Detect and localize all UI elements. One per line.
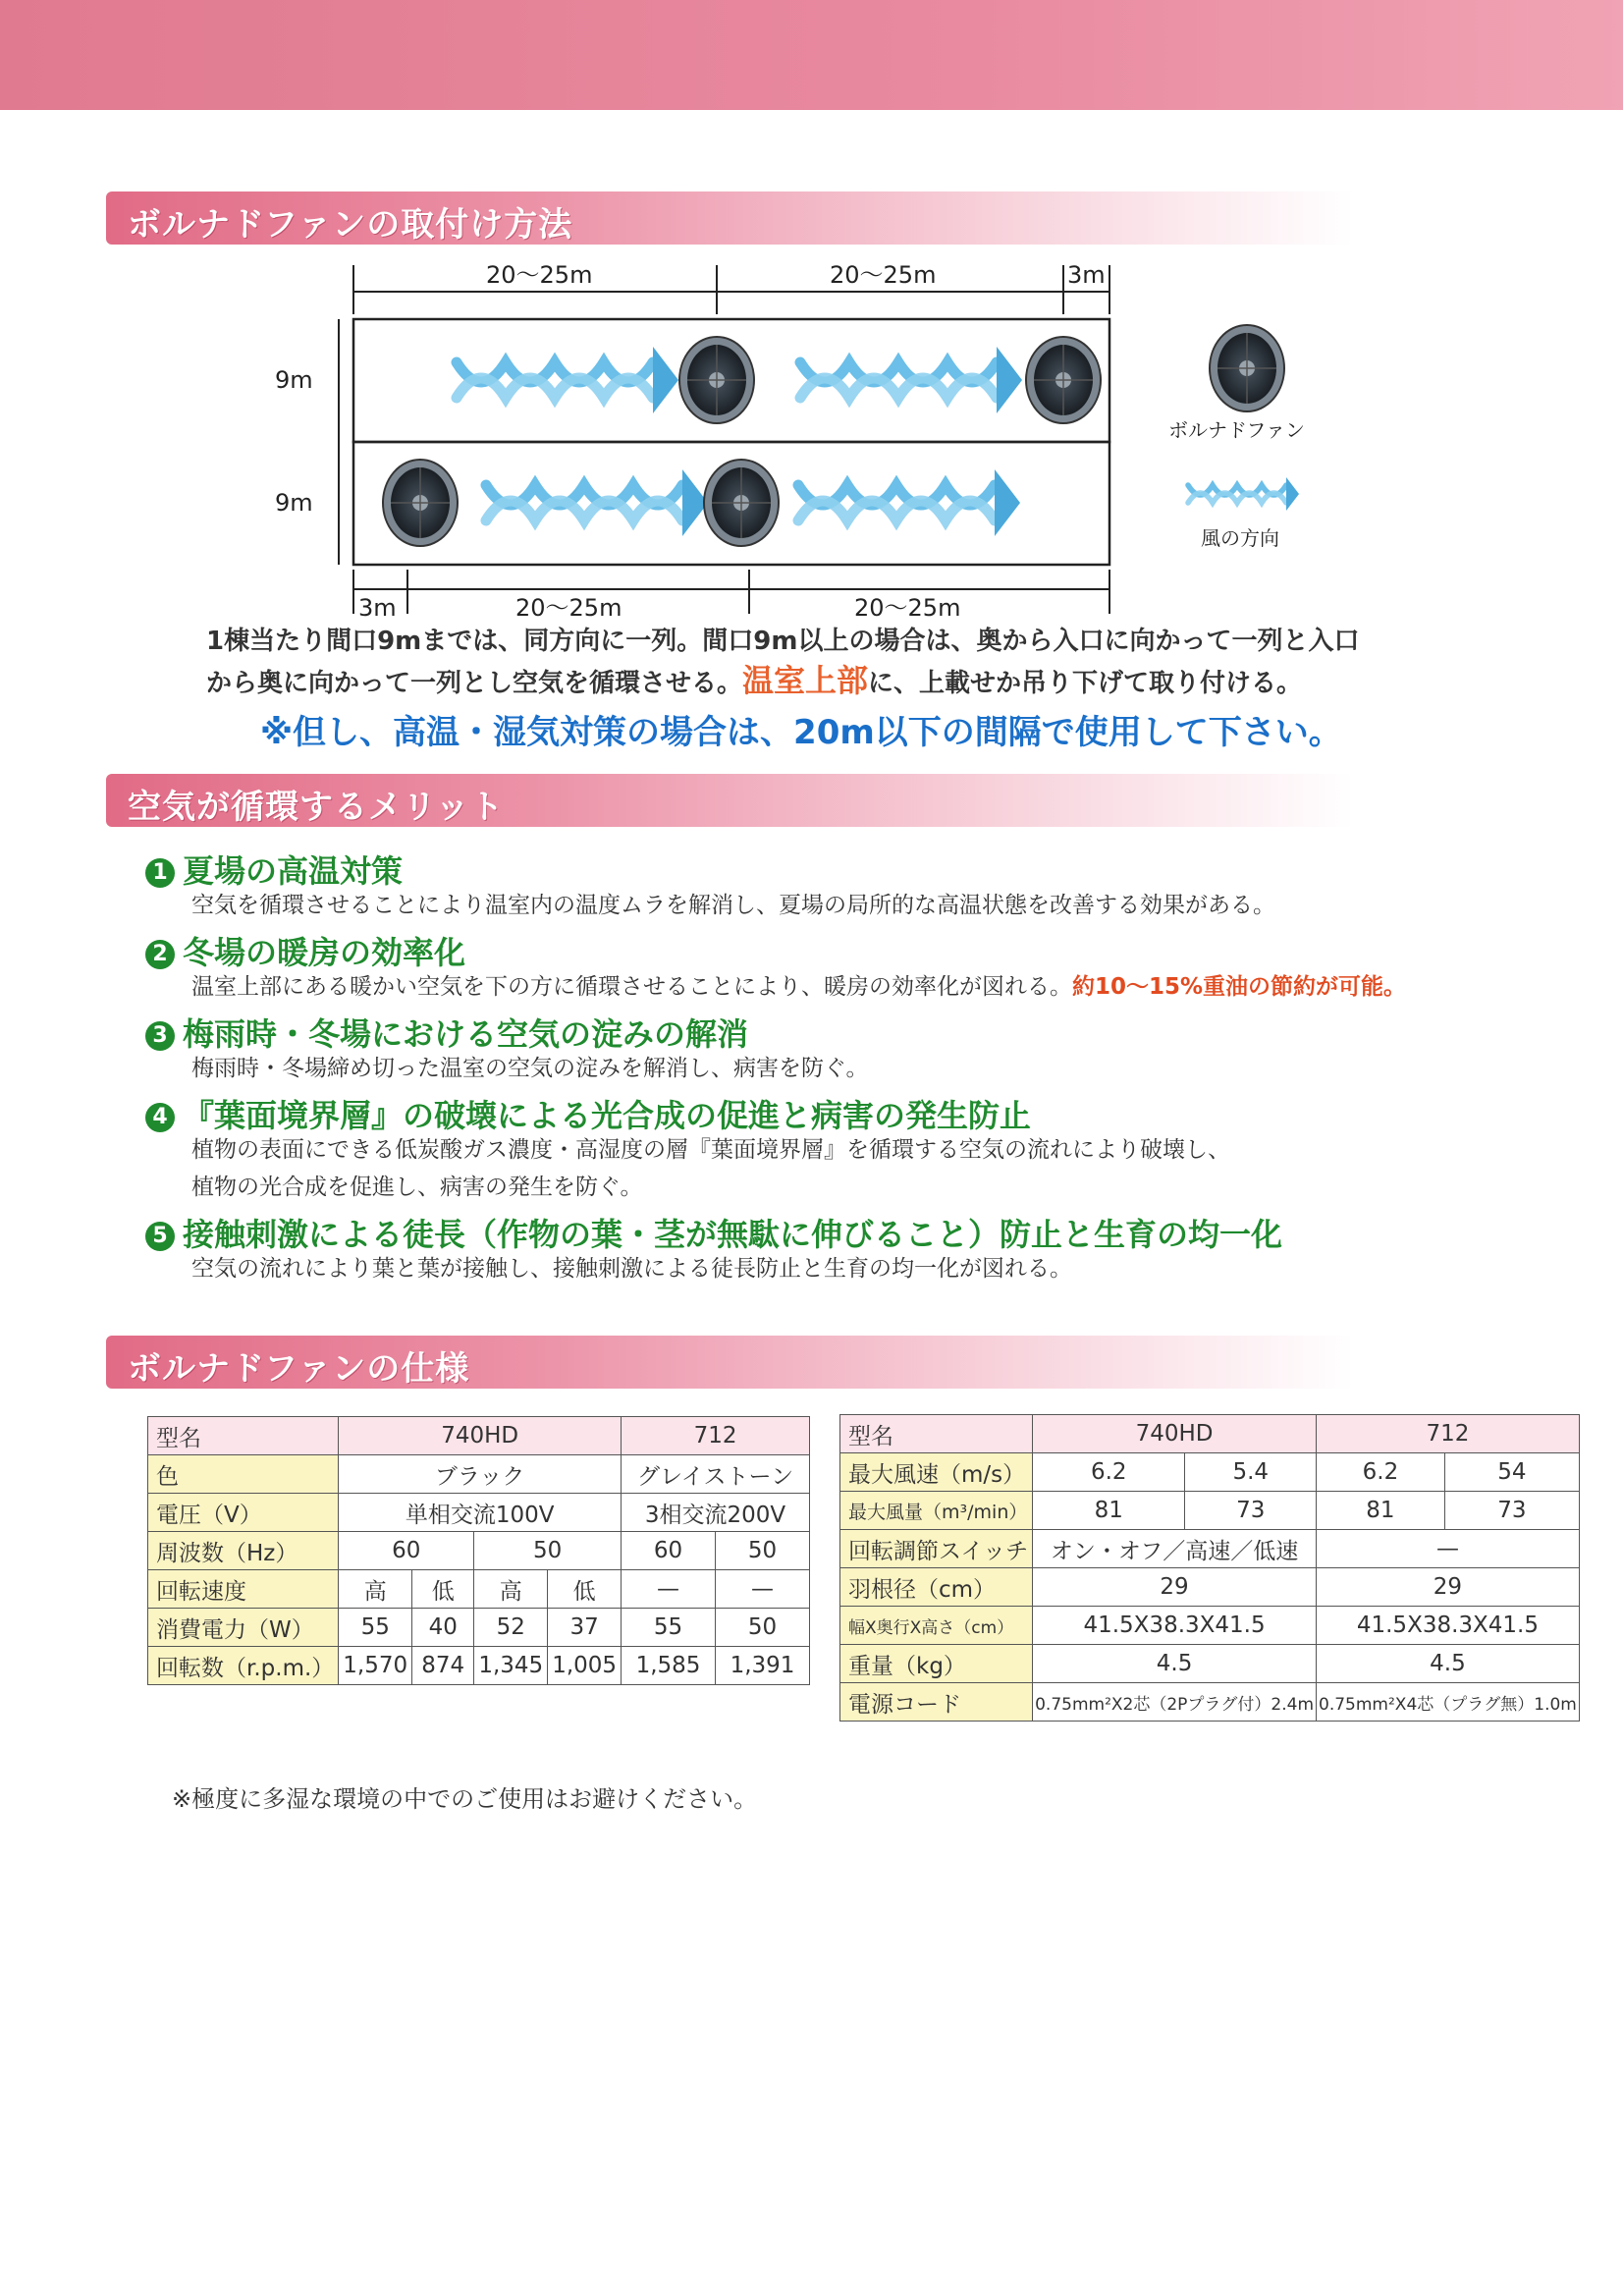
fan-icon — [679, 337, 754, 423]
merit-body-highlight: 約10〜15%重油の節約が可能。 — [1072, 974, 1407, 1000]
model-label: 型名 — [148, 1417, 339, 1455]
switch-label: 回転調節スイッチ — [840, 1530, 1033, 1568]
voltage-740hd: 単相交流100V — [339, 1494, 622, 1532]
cord-label: 電源コード — [840, 1683, 1033, 1722]
merit-title-text: 『葉面境界層』の破壊による光合成の促進と病害の発生防止 — [183, 1097, 1032, 1134]
spec-table-right — [839, 1414, 1580, 1722]
table-cell: 0.75mm²X4芯（プラグ無）1.0m — [1317, 1683, 1580, 1722]
legend-fan-icon — [1210, 325, 1284, 411]
table-cell: — — [716, 1570, 810, 1609]
air-volume-label: 最大風量（m³/min） — [840, 1492, 1033, 1530]
table-cell: 6.2 — [1317, 1453, 1445, 1492]
legend-wind-label: 風の方向 — [1201, 526, 1279, 550]
table-cell: 73 — [1444, 1492, 1579, 1530]
table-cell: オン・オフ／高速／低速 — [1033, 1530, 1317, 1568]
table-cell: 1,585 — [622, 1647, 716, 1685]
footnote: ※極度に多湿な環境の中でのご使用はお避けください。 — [172, 1785, 758, 1813]
merit-body-line: 植物の表面にできる低炭酸ガス濃度・高湿度の層『葉面境界層』を循環する空気の流れにより破壊し、 — [191, 1137, 1230, 1163]
table-cell: 低 — [548, 1570, 622, 1609]
table-cell: 81 — [1033, 1492, 1185, 1530]
wind-arrow-icon — [457, 347, 678, 413]
merit-number-icon: 5 — [145, 1222, 175, 1251]
section-title: ボルナドファンの仕様 — [128, 1349, 470, 1389]
table-cell: 60 — [622, 1532, 716, 1570]
merit-title-4 — [145, 1091, 1031, 1136]
merit-title-3 — [145, 1010, 748, 1055]
blade-label: 羽根径（cm） — [840, 1568, 1033, 1607]
merit-number-icon: 3 — [145, 1021, 175, 1051]
merit-title-1 — [145, 847, 403, 892]
description-text: から奥に向かって一列とし空気を循環させる。 — [206, 669, 743, 698]
row-height-2: 9m — [275, 489, 313, 517]
table-cell: 54 — [1444, 1453, 1579, 1492]
wind-arrow-icon — [486, 469, 708, 536]
table-cell: 37 — [548, 1609, 622, 1647]
spec-table-left — [147, 1416, 810, 1685]
merit-body-line: 空気を循環させることにより温室内の温度ムラを解消し、夏場の局所的な高温状態を改善する効果がある。 — [191, 893, 1275, 918]
model-label: 型名 — [840, 1415, 1033, 1453]
color-740hd: ブラック — [339, 1455, 622, 1494]
merit-body-1 — [191, 887, 1275, 924]
merit-title-text: 接触刺激による徒長（作物の葉・茎が無駄に伸びること）防止と生育の均一化 — [183, 1216, 1283, 1253]
model-712: 712 — [622, 1417, 810, 1455]
table-cell: 1,005 — [548, 1647, 622, 1685]
bottom-span-2: 20〜25m — [854, 594, 961, 622]
table-cell: 高 — [474, 1570, 548, 1609]
voltage-712: 3相交流200V — [622, 1494, 810, 1532]
size-label: 幅X奥行X高さ（cm） — [840, 1607, 1033, 1645]
table-cell: 4.5 — [1317, 1645, 1580, 1683]
description-line-1: 1棟当たり間口9mまでは、同方向に一列。間口9m以上の場合は、奥から入口に向かって一列と入口 — [206, 627, 1360, 656]
table-cell: 52 — [474, 1609, 548, 1647]
table-cell: 50 — [716, 1532, 810, 1570]
top-span-2: 20〜25m — [830, 261, 937, 289]
weight-label: 重量（kg） — [840, 1645, 1033, 1683]
description-text: に、上載せか吊り下げて取り付ける。 — [868, 669, 1303, 698]
merit-body-3 — [191, 1050, 869, 1087]
table-cell: 874 — [412, 1647, 474, 1685]
merit-body-line: 梅雨時・冬場締め切った温室の空気の淀みを解消し、病害を防ぐ。 — [191, 1056, 869, 1081]
section-header-install — [106, 191, 1353, 245]
table-cell: 6.2 — [1033, 1453, 1185, 1492]
top-span-1: 20〜25m — [486, 261, 593, 289]
table-cell: — — [1317, 1530, 1580, 1568]
bottom-span-1: 20〜25m — [515, 594, 622, 622]
legend-fan-label: ボルナドファン — [1168, 418, 1305, 442]
table-cell: 55 — [622, 1609, 716, 1647]
merit-body-2 — [191, 968, 1406, 1006]
table-cell: 1,570 — [339, 1647, 412, 1685]
table-cell: 41.5X38.3X41.5 — [1317, 1607, 1580, 1645]
frequency-label: 周波数（Hz） — [148, 1532, 339, 1570]
table-cell: 29 — [1033, 1568, 1317, 1607]
wind-arrow-icon — [800, 347, 1022, 413]
fan-icon — [1026, 337, 1101, 423]
table-cell: 5.4 — [1185, 1453, 1317, 1492]
merit-body-line: 空気の流れにより葉と葉が接触し、接触刺激による徒長防止と生育の均一化が図れる。 — [191, 1256, 1072, 1282]
caution-note: ※但し、高温・湿気対策の場合は、20m以下の間隔で使用して下さい。 — [260, 713, 1342, 752]
row-height-1: 9m — [275, 366, 313, 394]
description — [206, 622, 1434, 703]
table-cell: 41.5X38.3X41.5 — [1033, 1607, 1317, 1645]
power-label: 消費電力（W） — [148, 1609, 339, 1647]
bottom-edge-label: 3m — [358, 594, 397, 622]
merit-title-text: 夏場の高温対策 — [183, 852, 404, 890]
fan-icon — [383, 460, 458, 546]
table-cell: 1,391 — [716, 1647, 810, 1685]
table-cell: 81 — [1317, 1492, 1445, 1530]
table-cell: — — [622, 1570, 716, 1609]
merit-title-2 — [145, 928, 465, 973]
table-cell: 55 — [339, 1609, 412, 1647]
top-edge-label: 3m — [1067, 261, 1106, 289]
merit-title-text: 冬場の暖房の効率化 — [183, 934, 466, 971]
table-cell: 29 — [1317, 1568, 1580, 1607]
table-cell: 60 — [339, 1532, 474, 1570]
installation-diagram — [260, 250, 1340, 624]
wind-speed-label: 最大風速（m/s） — [840, 1453, 1033, 1492]
section-header-merit — [106, 774, 1353, 827]
merit-body-line: 温室上部にある暖かい空気を下の方に循環させることにより、暖房の効率化が図れる。 — [191, 974, 1072, 1000]
section-title: ボルナドファンの取付け方法 — [128, 205, 573, 245]
rpm-label: 回転数（r.p.m.） — [148, 1647, 339, 1685]
section-title: 空気が循環するメリット — [128, 788, 505, 827]
table-cell: 50 — [474, 1532, 622, 1570]
merit-number-icon: 2 — [145, 940, 175, 969]
table-cell: 1,345 — [474, 1647, 548, 1685]
table-cell: 4.5 — [1033, 1645, 1317, 1683]
color-712: グレイストーン — [622, 1455, 810, 1494]
merit-number-icon: 4 — [145, 1103, 175, 1132]
merit-number-icon: 1 — [145, 858, 175, 888]
wind-arrow-icon — [798, 469, 1020, 536]
table-cell: 50 — [716, 1609, 810, 1647]
table-cell: 73 — [1185, 1492, 1317, 1530]
merit-body-4 — [191, 1131, 1230, 1206]
table-cell: 0.75mm²X2芯（2Pプラグ付）2.4m — [1033, 1683, 1317, 1722]
merit-body-line: 植物の光合成を促進し、病害の発生を防ぐ。 — [191, 1175, 643, 1200]
description-highlight: 温室上部 — [742, 662, 869, 699]
speed-label: 回転速度 — [148, 1570, 339, 1609]
description-line-2 — [206, 661, 1434, 703]
fan-icon — [704, 460, 779, 546]
legend-wind-icon — [1188, 477, 1299, 511]
voltage-label: 電圧（V） — [148, 1494, 339, 1532]
model-740hd: 740HD — [1033, 1415, 1317, 1453]
merit-title-5 — [145, 1210, 1282, 1255]
section-header-spec — [106, 1336, 1353, 1389]
table-cell: 低 — [412, 1570, 474, 1609]
model-712: 712 — [1317, 1415, 1580, 1453]
model-740hd: 740HD — [339, 1417, 622, 1455]
table-cell: 40 — [412, 1609, 474, 1647]
top-band — [0, 0, 1623, 110]
merit-body-5 — [191, 1250, 1072, 1287]
color-label: 色 — [148, 1455, 339, 1494]
table-cell: 高 — [339, 1570, 412, 1609]
merit-title-text: 梅雨時・冬場における空気の淀みの解消 — [183, 1015, 749, 1053]
